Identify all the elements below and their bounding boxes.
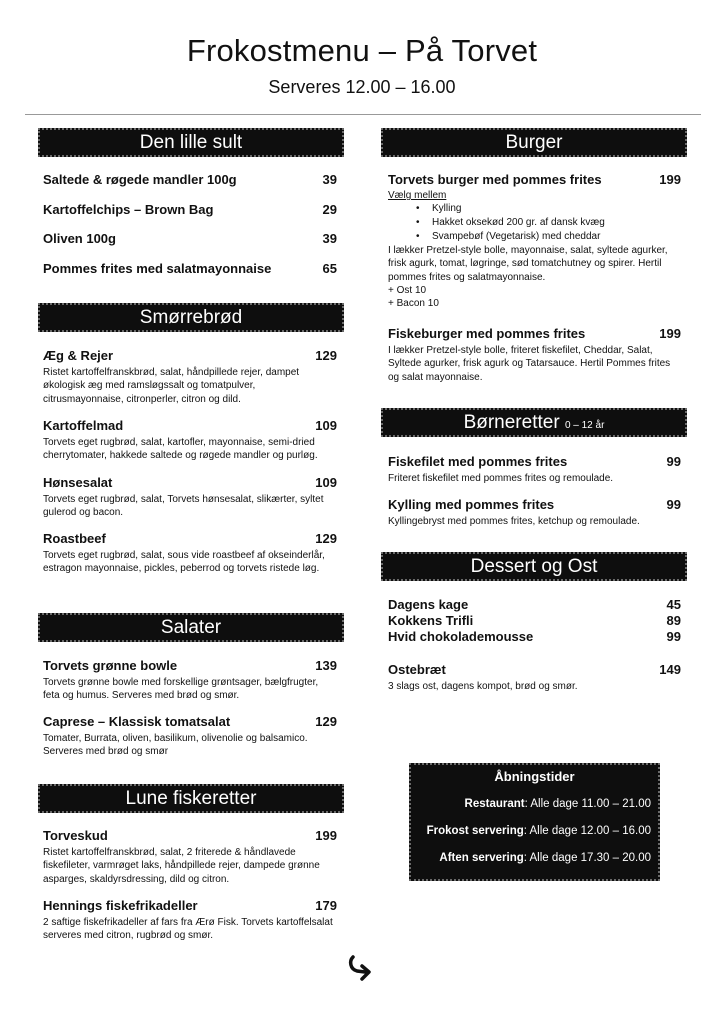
section-banner-lune-fiskeretter: Lune fiskeretter — [38, 784, 344, 813]
option-item: • Kylling — [432, 202, 681, 216]
item-name: Saltede & røgede mandler 100g — [43, 172, 237, 187]
hours-line-aften — [439, 852, 651, 864]
item-description: I lækker Pretzel-style bolle, mayonnaise, salat, syltede agurker, frisk agurk, tomat, løgringe, sød tomatchutney og spirer. Hertil pommes frites og salatmayonnaise. — [388, 245, 668, 283]
item-price: 39 — [322, 231, 337, 246]
item-price: 109 — [315, 418, 337, 433]
menu-item — [43, 261, 337, 277]
extra-option: + Ost 10 — [388, 284, 427, 296]
section-banner-burger: Burger — [381, 128, 687, 157]
menu-item — [43, 202, 337, 218]
hours-text: : Alle dage 17.30 – 20.00 — [523, 852, 651, 864]
menu-item — [43, 231, 337, 247]
item-description: Kyllingebryst med pommes frites, ketchup og remoulade. — [388, 516, 640, 527]
menu-item — [43, 418, 337, 463]
item-name: Torveskud — [43, 828, 108, 843]
item-description: Ristet kartoffelfranskbrød, salat, håndpillede rejer, dampet økologisk æg med ramsløgssalt og tomatpulver, citrusmayonnaise, citronperler, citron og dild. — [43, 367, 300, 405]
item-name: Ostebræt — [388, 662, 446, 677]
item-price: 99 — [666, 454, 681, 469]
item-price: 129 — [315, 531, 337, 546]
hours-text: : Alle dage 12.00 – 16.00 — [523, 825, 651, 837]
menu-item — [43, 475, 337, 520]
item-price: 149 — [659, 662, 681, 677]
item-description: Ristet kartoffelfranskbrød, salat, 2 friterede & håndlavede fiskefileter, varmrøget laks, håndpillede rejer, dampede grønne asparges, skaldyrsdressing, dild og citron. — [43, 847, 320, 885]
item-name: Kartoffelchips – Brown Bag — [43, 202, 214, 217]
banner-title: Børneretter — [463, 412, 560, 433]
menu-item — [388, 172, 681, 310]
item-price: 65 — [322, 261, 337, 276]
turn-arrow-icon[interactable] — [347, 953, 373, 983]
section-banner-den-lille-sult: Den lille sult — [38, 128, 344, 157]
item-description: Torvets eget rugbrød, salat, kartofler, mayonnaise, semi-dried cherrytomater, hakkede saltede og røgede mandler og purløg. — [43, 437, 318, 462]
item-price: 29 — [322, 202, 337, 217]
menu-item — [388, 454, 681, 485]
item-price: 199 — [659, 326, 681, 341]
item-name: Kartoffelmad — [43, 418, 124, 433]
item-description: Friteret fiskefilet med pommes frites og remoulade. — [388, 473, 614, 484]
opening-hours-box — [409, 763, 660, 881]
item-price: 129 — [315, 348, 337, 363]
item-name: Torvets grønne bowle — [43, 658, 178, 673]
item-price: 129 — [315, 714, 337, 729]
item-price: 199 — [659, 172, 681, 187]
menu-item — [43, 714, 337, 759]
item-name: Roastbeef — [43, 531, 106, 546]
menu-item — [43, 348, 337, 406]
header-divider — [25, 114, 701, 115]
page-subtitle: Serveres 12.00 – 16.00 — [268, 77, 456, 97]
section-banner-borneretter — [381, 408, 687, 437]
choose-label: Vælg mellem — [388, 190, 447, 201]
item-description: Torvets eget rugbrød, salat, sous vide roastbeef af okseinderlår, estragon mayonnaise, pickles, peberrod og torvets ristede løg. — [43, 550, 325, 575]
item-name: Hønsesalat — [43, 475, 113, 490]
item-name: Hennings fiskefrikadeller — [43, 898, 198, 913]
item-name: Fiskefilet med pommes frites — [388, 454, 568, 469]
item-name: Dagens kage — [388, 597, 469, 612]
section-banner-smorrebrod: Smørrebrød — [38, 303, 344, 332]
hours-label: Restaurant — [464, 798, 525, 810]
menu-item — [388, 597, 681, 613]
item-description: I lækker Pretzel-style bolle, friteret fiskefilet, Cheddar, Salat, Syltede agurker, frisk agurk og Tatarsauce. Hertil Pommes frites og salat mayonnaise. — [388, 345, 671, 383]
hours-text: : Alle dage 11.00 – 21.00 — [524, 798, 651, 810]
hours-label: Aften servering — [439, 852, 524, 864]
section-banner-salater: Salater — [38, 613, 344, 642]
opening-hours-title: Åbningstider — [494, 769, 575, 784]
item-description: Tomater, Burrata, oliven, basilikum, olivenolie og balsamico. Serveres med brød og smør — [43, 733, 308, 758]
item-price: 109 — [315, 475, 337, 490]
item-description: 3 slags ost, dagens kompot, brød og smør. — [388, 681, 578, 692]
item-name: Oliven 100g — [43, 231, 116, 246]
section-banner-dessert-og-ost: Dessert og Ost — [381, 552, 687, 581]
option-item: • Hakket oksekød 200 gr. af dansk kvæg — [432, 216, 681, 230]
menu-item — [43, 898, 337, 943]
banner-age-note: 0 – 12 år — [564, 420, 605, 431]
hours-label: Frokost servering — [426, 825, 524, 837]
item-price: 39 — [322, 172, 337, 187]
page-title: Frokostmenu – På Torvet — [186, 33, 538, 68]
item-price: 99 — [666, 629, 681, 644]
item-name: Hvid chokolademousse — [388, 629, 534, 644]
item-name: Æg & Rejer — [43, 348, 114, 363]
item-description: Torvets grønne bowle med forskellige grøntsager, bælgfrugter, feta og humus. Serveres med brød og smør. — [43, 677, 319, 702]
option-item: • Svampebøf (Vegetarisk) med cheddar — [432, 230, 681, 244]
menu-item — [388, 613, 681, 629]
item-description: 2 saftige fiskefrikadeller af fars fra Ærø Fisk. Torvets kartoffelsalat serveres med citron, rugbrød og smør. — [43, 917, 333, 942]
item-name: Kokkens Trifli — [388, 613, 474, 628]
item-price: 199 — [315, 828, 337, 843]
menu-item — [43, 531, 337, 576]
menu-item — [388, 497, 681, 528]
item-price: 139 — [315, 658, 337, 673]
item-name: Fiskeburger med pommes frites — [388, 326, 586, 341]
item-price: 179 — [315, 898, 337, 913]
item-name: Kylling med pommes frites — [388, 497, 555, 512]
item-name: Pommes frites med salatmayonnaise — [43, 261, 272, 276]
menu-item — [43, 828, 337, 886]
menu-item — [388, 662, 681, 693]
hours-line-frokost — [427, 825, 651, 837]
menu-item — [43, 172, 337, 188]
item-description: Torvets eget rugbrød, salat, Torvets hønsesalat, slikærter, syltet gulerod og bacon. — [43, 494, 324, 519]
item-price: 99 — [666, 497, 681, 512]
menu-item — [388, 326, 681, 384]
menu-item — [388, 629, 681, 645]
item-name: Torvets burger med pommes frites — [388, 172, 602, 187]
menu-item — [43, 658, 337, 703]
item-price: 89 — [666, 613, 681, 628]
extra-option: + Bacon 10 — [388, 298, 439, 310]
item-name: Caprese – Klassisk tomatsalat — [43, 714, 231, 729]
item-price: 45 — [666, 597, 681, 612]
hours-line-restaurant — [465, 798, 651, 810]
options-list — [388, 202, 681, 244]
